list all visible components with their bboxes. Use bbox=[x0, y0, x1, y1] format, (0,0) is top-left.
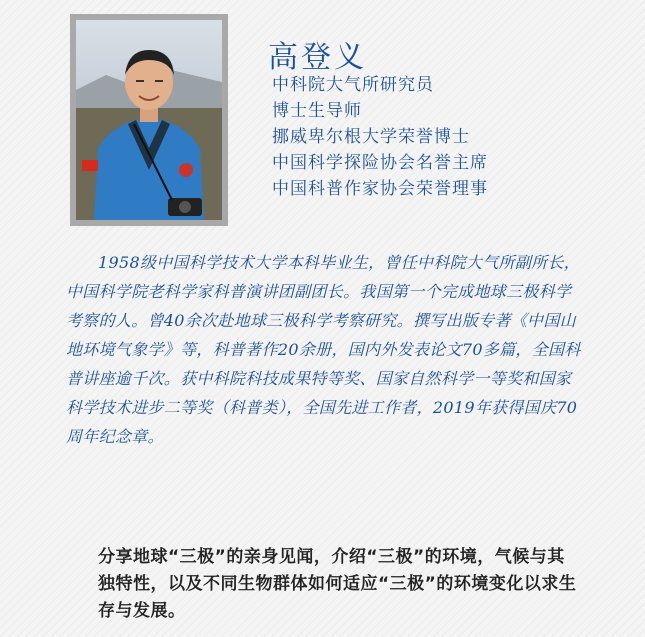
title-item: 中科院大气所研究员 bbox=[272, 75, 434, 95]
title-item: 博士生导师 bbox=[272, 101, 362, 121]
title-item: 中国科普作家协会荣誉理事 bbox=[272, 179, 488, 199]
portrait-photo bbox=[76, 20, 222, 220]
title-item: 挪威卑尔根大学荣誉博士 bbox=[272, 127, 470, 147]
speaker-titles bbox=[272, 72, 488, 202]
portrait-illustration bbox=[76, 20, 222, 220]
portrait-frame bbox=[70, 14, 228, 226]
title-item: 中国科学探险协会名誉主席 bbox=[272, 153, 488, 173]
biography-paragraph: 1958级中国科学技术大学本科毕业生，曾任中科院大气所副所长，中国科学院老科学家科普演讲团副团长。我国第一个完成地球三极科学考察的人。曾40余次赴地球三极科学考察研究。撰写出版专著《中国山地环境气象学》等，科普著作20余册，国内外发表论文70多篇，全国科普讲座逾千次。获中科院科技成果特等奖、国家自然科学一等奖和国家科学技术进步二等奖（科普类），全国先进工作者，2019年获得国庆70周年纪念章。 bbox=[66, 253, 581, 446]
talk-summary: 分享地球“三极”的亲身见闻，介绍“三极”的环境，气候与其独特性，以及不同生物群体如何适应“三极”的环境变化以求生存与发展。 bbox=[98, 547, 577, 621]
speaker-name: 高登义 bbox=[268, 40, 367, 76]
